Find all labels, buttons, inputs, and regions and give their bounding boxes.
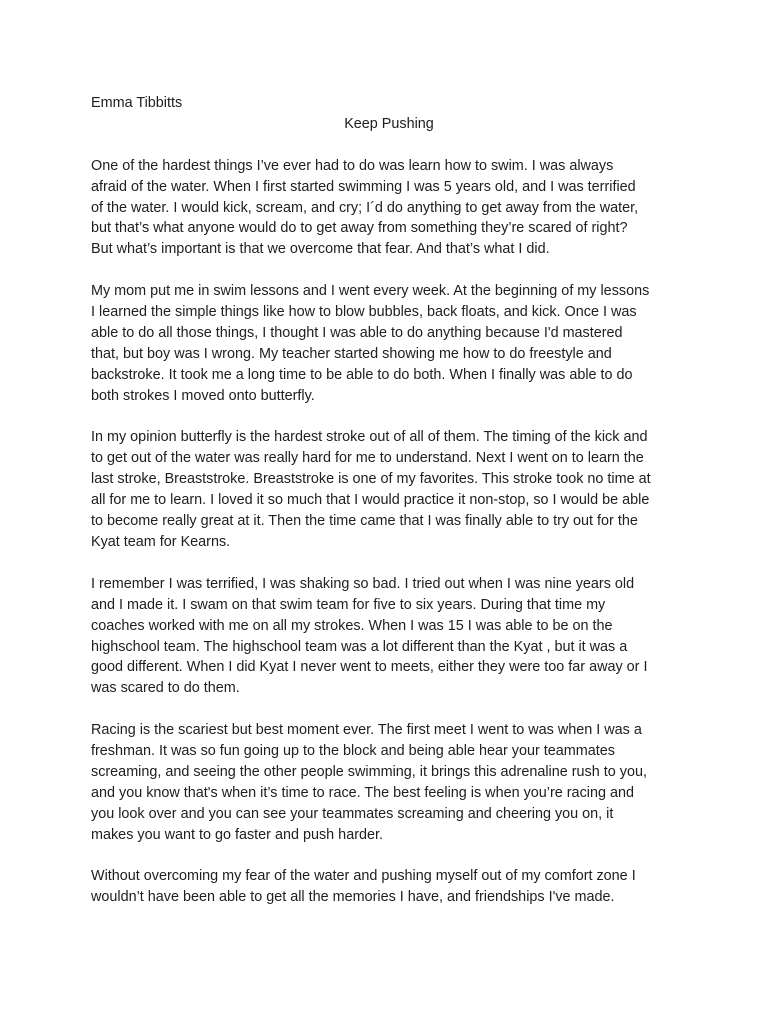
paragraph-line: and I made it. I swam on that swim team for five to six years. During that time my <box>91 596 606 613</box>
document-title: Keep Pushing <box>344 115 434 132</box>
paragraph-line: Without overcoming my fear of the water and pushing myself out of my comfort zone I <box>91 868 636 885</box>
paragraph-line: last stroke, Breaststroke. Breaststroke is one of my favorites. This stroke took no time at <box>91 471 651 488</box>
paragraph-line: good different. When I did Kyat I never went to meets, either they were too far away or I <box>91 659 648 676</box>
paragraph-line: to get out of the water was really hard for me to understand. Next I went on to learn the <box>91 450 644 467</box>
paragraph-line: both strokes I moved onto butterfly. <box>91 387 315 404</box>
paragraph <box>91 720 687 845</box>
paragraph-line: Racing is the scariest but best moment ever. The first meet I went to was when I was a <box>91 722 642 739</box>
spacer <box>91 135 687 156</box>
paragraphs <box>91 156 687 909</box>
paragraph-line: of the water. I would kick, scream, and cry; I´d do anything to get away from the water, <box>91 199 639 216</box>
paragraph <box>91 866 687 908</box>
paragraph-line: I learned the simple things like how to blow bubbles, back floats, and kick. Once I was <box>91 304 637 321</box>
paragraph-line: was scared to do them. <box>91 680 240 697</box>
paragraph-line: makes you want to go faster and push harder. <box>91 826 383 843</box>
paragraph-line: My mom put me in swim lessons and I went every week. At the beginning of my lessons <box>91 283 650 300</box>
paragraph-line: freshman. It was so fun going up to the block and being able hear your teammates <box>91 743 615 760</box>
paragraph-line: I remember I was terrified, I was shaking so bad. I tried out when I was nine years old <box>91 575 635 592</box>
paragraph-line: In my opinion butterfly is the hardest stroke out of all of them. The timing of the kick and <box>91 429 648 446</box>
paragraph-line: and you know that's when it’s time to race. The best feeling is when you’re racing and <box>91 784 634 801</box>
paragraph-line: One of the hardest things I’ve ever had to do was learn how to swim. I was always <box>91 157 614 174</box>
paragraph <box>91 574 687 699</box>
paragraph-line: all for me to learn. I loved it so much that I would practice it non-stop, so I would be able <box>91 492 650 509</box>
paragraph-gap <box>91 846 687 867</box>
paragraph-gap <box>91 553 687 574</box>
paragraph-gap <box>91 407 687 428</box>
paragraph-line: highschool team. The highschool team was a lot different than the Kyat , but it was a <box>91 638 628 655</box>
paragraph-gap <box>91 260 687 281</box>
paragraph-line: Kyat team for Kearns. <box>91 533 231 550</box>
paragraph-line: afraid of the water. When I first started swimming I was 5 years old, and I was terrified <box>91 178 636 195</box>
paragraph-line: but that’s what anyone would do to get away from something they’re scared of right? <box>91 220 628 237</box>
author-name: Emma Tibbitts <box>91 95 183 111</box>
paragraph-line: But what’s important is that we overcome that fear. And that’s what I did. <box>91 241 550 258</box>
paragraph-line: coaches worked with me on all my strokes. When I was 15 I was able to be on the <box>91 617 613 634</box>
paragraph-line: backstroke. It took me a long time to be able to do both. When I finally was able to do <box>91 366 633 383</box>
paragraph-gap <box>91 699 687 720</box>
document-body <box>91 93 687 908</box>
paragraph-line: wouldn’t have been able to get all the memories I have, and friendships I've made. <box>91 889 615 906</box>
paragraph <box>91 156 687 261</box>
paragraph-line: able to do all those things, I thought I was able to do anything because I'd mastered <box>91 324 623 341</box>
paragraph <box>91 281 687 406</box>
paragraph <box>91 427 687 552</box>
paragraph-line: to become really great at it. Then the time came that I was finally able to try out for the <box>91 513 638 530</box>
paragraph-line: you look over and you can see your teammates screaming and cheering you on, it <box>91 805 614 822</box>
paragraph-line: screaming, and seeing the other people swimming, it brings this adrenaline rush to you, <box>91 763 647 780</box>
paragraph-line: that, but boy was I wrong. My teacher started showing me how to do freestyle and <box>91 345 612 362</box>
